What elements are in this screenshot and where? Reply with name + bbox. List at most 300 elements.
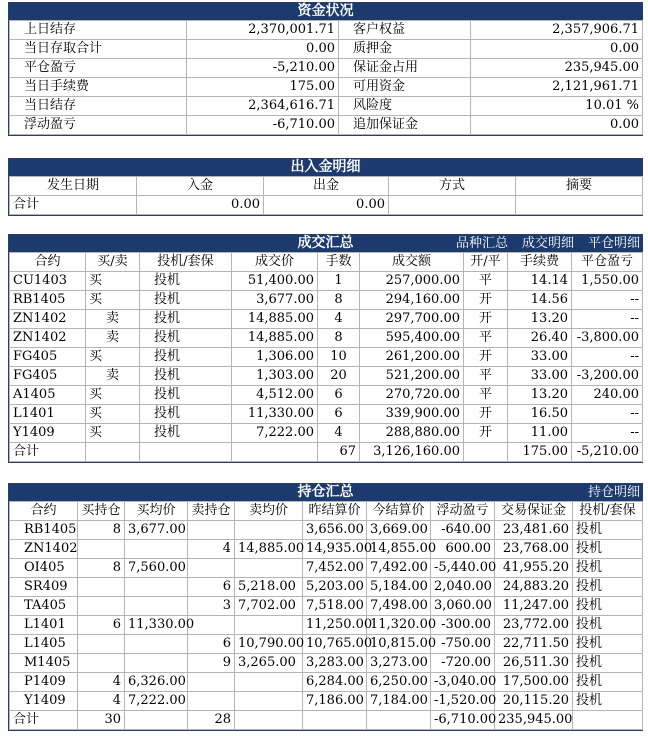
- trades-cell: 开: [464, 405, 508, 424]
- positions-cell: 23,768.00: [495, 540, 573, 559]
- trades-cell: 投机: [140, 272, 232, 291]
- funds-row: [10, 97, 643, 116]
- funds-value: 2,357,906.71: [471, 21, 643, 40]
- trades-cell: 257,000.00: [360, 272, 464, 291]
- positions-cell: 6: [188, 578, 235, 597]
- io-header-row: [10, 177, 643, 196]
- positions-cell: 11,330.00: [125, 616, 188, 635]
- funds-value: 2,364,616.71: [187, 97, 339, 116]
- trades-cell: 买: [86, 424, 140, 443]
- trades-header-cell: 合约: [10, 253, 86, 272]
- positions-cell: 4: [188, 540, 235, 559]
- positions-cell: -3,040.00: [431, 673, 495, 692]
- funds-label: 平仓盈亏: [10, 59, 187, 78]
- positions-cell: 7,222.00: [125, 692, 188, 711]
- trades-cell: 3,677.00: [232, 291, 318, 310]
- trades-cell: -3,800.00: [572, 329, 643, 348]
- trades-cell: 51,400.00: [232, 272, 318, 291]
- positions-cell: 7,492.00: [367, 559, 431, 578]
- table-row: [10, 367, 643, 386]
- io-title: 出入金明细: [9, 159, 642, 176]
- trades-cell: 买: [86, 348, 140, 367]
- trades-cell: CU1403: [10, 272, 86, 291]
- positions-cell: 9: [188, 654, 235, 673]
- positions-cell: [235, 616, 303, 635]
- funds-value: -5,210.00: [187, 59, 339, 78]
- positions-total-cell: 合计: [10, 711, 78, 730]
- trades-cell: 卖: [86, 310, 140, 329]
- trades-cell: 卖: [86, 329, 140, 348]
- positions-cell: [188, 692, 235, 711]
- positions-header-row: [10, 502, 643, 521]
- trades-cell: --: [572, 291, 643, 310]
- positions-cell: 23,481.60: [495, 521, 573, 540]
- positions-total-cell: 235,945.00: [495, 711, 573, 730]
- positions-cell: [188, 616, 235, 635]
- positions-cell: [78, 540, 125, 559]
- funds-table: [9, 20, 643, 135]
- io-header-cell: 摘要: [516, 177, 643, 196]
- funds-label: 质押金: [339, 40, 471, 59]
- trades-cell: 买: [86, 386, 140, 405]
- positions-cell: 投机: [573, 521, 643, 540]
- positions-cell: [188, 521, 235, 540]
- positions-cell: -720.00: [431, 654, 495, 673]
- funds-row: [10, 40, 643, 59]
- funds-label: 当日结存: [10, 97, 187, 116]
- table-row: [10, 654, 643, 673]
- trades-cell: 16.50: [508, 405, 572, 424]
- table-row: [10, 291, 643, 310]
- trades-cell: A1405: [10, 386, 86, 405]
- positions-cell: 10,765.00: [303, 635, 367, 654]
- positions-header-cell: 卖均价: [235, 502, 303, 521]
- trades-cell: 294,160.00: [360, 291, 464, 310]
- positions-cell: 7,498.00: [367, 597, 431, 616]
- trades-cell: 6: [318, 405, 360, 424]
- positions-section: [8, 483, 643, 731]
- positions-cell: 6,326.00: [125, 673, 188, 692]
- trades-cell: 13.20: [508, 310, 572, 329]
- positions-cell: 14,855.00: [367, 540, 431, 559]
- trades-cell: 投机: [140, 367, 232, 386]
- table-row: [10, 386, 643, 405]
- table-row: [10, 521, 643, 540]
- trades-total-row: [10, 443, 643, 462]
- positions-cell: 11,320.00: [367, 616, 431, 635]
- positions-cell: TA405: [10, 597, 78, 616]
- funds-label: 上日结存: [10, 21, 187, 40]
- trades-cell: 297,700.00: [360, 310, 464, 329]
- trades-cell: 261,200.00: [360, 348, 464, 367]
- positions-cell: 26,511.30: [495, 654, 573, 673]
- positions-header-cell: 浮动盈亏: [431, 502, 495, 521]
- trades-link-1[interactable]: 成交明细: [521, 236, 574, 251]
- positions-cell: -750.00: [431, 635, 495, 654]
- funds-label: 浮动盈亏: [10, 116, 187, 135]
- positions-cell: ZN1402: [10, 540, 78, 559]
- io-header-cell: 发生日期: [10, 177, 137, 196]
- trades-total-cell: [140, 443, 232, 462]
- io-total-row: [10, 196, 643, 215]
- positions-total-cell: [367, 711, 431, 730]
- funds-value: 2,121,961.71: [471, 78, 643, 97]
- positions-cell: [235, 559, 303, 578]
- table-row: [10, 673, 643, 692]
- trades-cell: 开: [464, 291, 508, 310]
- funds-value: 2,370,001.71: [187, 21, 339, 40]
- positions-cell: M1405: [10, 654, 78, 673]
- positions-total-cell: 30: [78, 711, 125, 730]
- positions-header-cell: 卖持仓: [188, 502, 235, 521]
- table-row: [10, 635, 643, 654]
- io-header-cell: 入金: [137, 177, 264, 196]
- positions-title-bar: [9, 484, 642, 501]
- trades-cell: ZN1402: [10, 310, 86, 329]
- funds-value: -6,710.00: [187, 116, 339, 135]
- positions-cell: [78, 597, 125, 616]
- trades-cell: 33.00: [508, 367, 572, 386]
- positions-cell: [188, 559, 235, 578]
- trades-cell: 20: [318, 367, 360, 386]
- trades-cell: 投机: [140, 329, 232, 348]
- positions-cell: 7,184.00: [367, 692, 431, 711]
- positions-cell: 6: [78, 616, 125, 635]
- positions-cell: [235, 673, 303, 692]
- positions-cell: [78, 635, 125, 654]
- funds-section: [8, 2, 643, 136]
- positions-cell: [125, 597, 188, 616]
- positions-cell: 4: [78, 673, 125, 692]
- table-row: [10, 692, 643, 711]
- trades-cell: 6: [318, 386, 360, 405]
- funds-label: 可用资金: [339, 78, 471, 97]
- positions-cell: -300.00: [431, 616, 495, 635]
- trades-cell: 240.00: [572, 386, 643, 405]
- trades-header-cell: 投机/套保: [140, 253, 232, 272]
- positions-cell: 3: [188, 597, 235, 616]
- positions-cell: -5,440.00: [431, 559, 495, 578]
- io-header-cell: 方式: [389, 177, 516, 196]
- positions-header-cell: 昨结算价: [303, 502, 367, 521]
- trades-title: 成交汇总: [297, 235, 354, 251]
- positions-header-cell: 买持仓: [78, 502, 125, 521]
- trades-cell: 4,512.00: [232, 386, 318, 405]
- positions-cell: P1409: [10, 673, 78, 692]
- trades-header-cell: 成交价: [232, 253, 318, 272]
- trades-header-cell: 成交额: [360, 253, 464, 272]
- trades-cell: 595,400.00: [360, 329, 464, 348]
- positions-cell: SR409: [10, 578, 78, 597]
- trades-cell: --: [572, 348, 643, 367]
- trades-cell: 投机: [140, 386, 232, 405]
- trades-total-cell: 3,126,160.00: [360, 443, 464, 462]
- trades-cell: 8: [318, 291, 360, 310]
- positions-cell: [78, 578, 125, 597]
- positions-cell: [78, 654, 125, 673]
- positions-cell: 22,711.50: [495, 635, 573, 654]
- trades-cell: 买: [86, 272, 140, 291]
- positions-cell: 3,060.00: [431, 597, 495, 616]
- trades-cell: 投机: [140, 405, 232, 424]
- positions-cell: 7,702.00: [235, 597, 303, 616]
- trades-header-cell: 手续费: [508, 253, 572, 272]
- positions-cell: 24,883.20: [495, 578, 573, 597]
- positions-cell: [125, 635, 188, 654]
- positions-cell: 6,250.00: [367, 673, 431, 692]
- positions-cell: 7,518.00: [303, 597, 367, 616]
- trades-cell: 288,880.00: [360, 424, 464, 443]
- trades-cell: FG405: [10, 367, 86, 386]
- positions-cell: [125, 654, 188, 673]
- positions-cell: L1405: [10, 635, 78, 654]
- table-row: [10, 578, 643, 597]
- funds-value: 175.00: [187, 78, 339, 97]
- trades-section: [8, 234, 643, 463]
- trades-links: [442, 235, 640, 252]
- positions-cell: 投机: [573, 597, 643, 616]
- trades-cell: 7,222.00: [232, 424, 318, 443]
- funds-label: 保证金占用: [339, 59, 471, 78]
- funds-value: 0.00: [471, 40, 643, 59]
- table-row: [10, 329, 643, 348]
- positions-link-0[interactable]: 持仓明细: [587, 485, 640, 500]
- table-row: [10, 616, 643, 635]
- trades-title-bar: [9, 235, 642, 252]
- trades-total-cell: 175.00: [508, 443, 572, 462]
- positions-cell: 20,115.20: [495, 692, 573, 711]
- positions-cell: 4: [78, 692, 125, 711]
- positions-cell: 10,815.00: [367, 635, 431, 654]
- trades-cell: 开: [464, 348, 508, 367]
- trades-cell: 11,330.00: [232, 405, 318, 424]
- positions-cell: 6,284.00: [303, 673, 367, 692]
- funds-value: 0.00: [187, 40, 339, 59]
- positions-cell: [125, 540, 188, 559]
- positions-cell: 14,885.00: [235, 540, 303, 559]
- trades-cell: 339,900.00: [360, 405, 464, 424]
- trades-total-cell: 67: [318, 443, 360, 462]
- trades-total-cell: [232, 443, 318, 462]
- io-total-cell: [389, 196, 516, 215]
- trades-table: [9, 252, 643, 462]
- trades-header-row: [10, 253, 643, 272]
- trades-cell: 14.14: [508, 272, 572, 291]
- trades-cell: 1: [318, 272, 360, 291]
- funds-label: 风险度: [339, 97, 471, 116]
- table-row: [10, 559, 643, 578]
- positions-cell: 投机: [573, 692, 643, 711]
- positions-cell: 3,669.00: [367, 521, 431, 540]
- trades-cell: FG405: [10, 348, 86, 367]
- trades-header-cell: 开/平: [464, 253, 508, 272]
- positions-header-cell: 买均价: [125, 502, 188, 521]
- positions-cell: 3,273.00: [367, 654, 431, 673]
- trades-cell: 1,303.00: [232, 367, 318, 386]
- io-total-cell: [516, 196, 643, 215]
- trades-link-0[interactable]: 品种汇总: [455, 236, 508, 251]
- trades-cell: L1401: [10, 405, 86, 424]
- table-row: [10, 424, 643, 443]
- table-row: [10, 310, 643, 329]
- positions-cell: 3,265.00: [235, 654, 303, 673]
- trades-cell: 买: [86, 405, 140, 424]
- positions-total-cell: -6,710.00: [431, 711, 495, 730]
- positions-cell: 14,935.00: [303, 540, 367, 559]
- trades-cell: 卖: [86, 367, 140, 386]
- trades-cell: 14,885.00: [232, 329, 318, 348]
- positions-links: [574, 484, 640, 501]
- positions-header-cell: 投机/套保: [573, 502, 643, 521]
- trades-cell: 4: [318, 310, 360, 329]
- io-header-cell: 出金: [264, 177, 389, 196]
- positions-cell: Y1409: [10, 692, 78, 711]
- funds-row: [10, 78, 643, 97]
- trades-cell: RB1405: [10, 291, 86, 310]
- trades-cell: 13.20: [508, 386, 572, 405]
- positions-cell: 41,955.20: [495, 559, 573, 578]
- positions-cell: 11,250.00: [303, 616, 367, 635]
- funds-value: 10.01 %: [471, 97, 643, 116]
- positions-cell: [125, 578, 188, 597]
- trades-cell: 11.00: [508, 424, 572, 443]
- trades-cell: Y1409: [10, 424, 86, 443]
- positions-cell: [235, 692, 303, 711]
- positions-cell: -1,520.00: [431, 692, 495, 711]
- positions-cell: 投机: [573, 654, 643, 673]
- table-row: [10, 272, 643, 291]
- funds-value: 235,945.00: [471, 59, 643, 78]
- trades-cell: --: [572, 424, 643, 443]
- io-table: [9, 176, 643, 215]
- positions-table: [9, 501, 643, 730]
- table-row: [10, 348, 643, 367]
- trades-header-cell: 买/卖: [86, 253, 140, 272]
- positions-cell: 投机: [573, 578, 643, 597]
- positions-cell: L1401: [10, 616, 78, 635]
- positions-cell: 600.00: [431, 540, 495, 559]
- funds-label: 当日存取合计: [10, 40, 187, 59]
- table-row: [10, 540, 643, 559]
- positions-cell: 23,772.00: [495, 616, 573, 635]
- positions-cell: 3,283.00: [303, 654, 367, 673]
- positions-cell: OI405: [10, 559, 78, 578]
- positions-cell: 7,452.00: [303, 559, 367, 578]
- trades-header-cell: 手数: [318, 253, 360, 272]
- trades-cell: 1,306.00: [232, 348, 318, 367]
- trades-cell: 14.56: [508, 291, 572, 310]
- trades-total-cell: -5,210.00: [572, 443, 643, 462]
- trades-cell: 10: [318, 348, 360, 367]
- positions-cell: 8: [78, 559, 125, 578]
- positions-cell: [188, 673, 235, 692]
- positions-total-cell: [235, 711, 303, 730]
- trades-cell: 开: [464, 310, 508, 329]
- funds-label: 当日手续费: [10, 78, 187, 97]
- positions-header-cell: 今结算价: [367, 502, 431, 521]
- trades-cell: 投机: [140, 424, 232, 443]
- positions-cell: 8: [78, 521, 125, 540]
- funds-label: 追加保证金: [339, 116, 471, 135]
- positions-cell: 投机: [573, 616, 643, 635]
- positions-cell: 投机: [573, 540, 643, 559]
- positions-cell: 5,203.00: [303, 578, 367, 597]
- positions-header-cell: 合约: [10, 502, 78, 521]
- positions-cell: 3,677.00: [125, 521, 188, 540]
- trades-cell: 270,720.00: [360, 386, 464, 405]
- trades-cell: -3,200.00: [572, 367, 643, 386]
- funds-row: [10, 21, 643, 40]
- positions-cell: 5,218.00: [235, 578, 303, 597]
- positions-header-cell: 交易保证金: [495, 502, 573, 521]
- positions-total-cell: [573, 711, 643, 730]
- io-total-cell: 合计: [10, 196, 137, 215]
- trades-cell: 521,200.00: [360, 367, 464, 386]
- io-total-cell: 0.00: [137, 196, 264, 215]
- funds-label: 客户权益: [339, 21, 471, 40]
- positions-cell: 2,040.00: [431, 578, 495, 597]
- positions-cell: 6: [188, 635, 235, 654]
- trades-total-cell: 合计: [10, 443, 86, 462]
- trades-cell: ZN1402: [10, 329, 86, 348]
- trades-cell: 平: [464, 386, 508, 405]
- trades-cell: 投机: [140, 348, 232, 367]
- positions-cell: [235, 521, 303, 540]
- trades-total-cell: [86, 443, 140, 462]
- trades-cell: --: [572, 310, 643, 329]
- positions-cell: -640.00: [431, 521, 495, 540]
- funds-title: 资金状况: [9, 3, 642, 20]
- positions-total-cell: [125, 711, 188, 730]
- trades-cell: 平: [464, 272, 508, 291]
- io-total-cell: 0.00: [264, 196, 389, 215]
- trades-cell: 平: [464, 329, 508, 348]
- positions-total-row: [10, 711, 643, 730]
- table-row: [10, 597, 643, 616]
- positions-total-cell: [303, 711, 367, 730]
- funds-row: [10, 59, 643, 78]
- positions-title: 持仓汇总: [297, 484, 354, 500]
- trades-header-cell: 平仓盈亏: [572, 253, 643, 272]
- trades-cell: 26.40: [508, 329, 572, 348]
- trades-cell: 1,550.00: [572, 272, 643, 291]
- positions-cell: 10,790.00: [235, 635, 303, 654]
- positions-cell: 11,247.00: [495, 597, 573, 616]
- positions-cell: 投机: [573, 635, 643, 654]
- trades-cell: 买: [86, 291, 140, 310]
- trades-cell: 开: [464, 424, 508, 443]
- trades-cell: --: [572, 405, 643, 424]
- funds-row: [10, 116, 643, 135]
- positions-cell: 17,500.00: [495, 673, 573, 692]
- trades-cell: 33.00: [508, 348, 572, 367]
- io-section: [8, 158, 643, 216]
- trades-total-cell: [464, 443, 508, 462]
- positions-cell: 7,186.00: [303, 692, 367, 711]
- trades-cell: 平: [464, 367, 508, 386]
- trades-link-2[interactable]: 平仓明细: [587, 236, 640, 251]
- funds-value: 0.00: [471, 116, 643, 135]
- trades-cell: 投机: [140, 310, 232, 329]
- table-row: [10, 405, 643, 424]
- trades-cell: 8: [318, 329, 360, 348]
- positions-total-cell: 28: [188, 711, 235, 730]
- positions-cell: 投机: [573, 673, 643, 692]
- positions-cell: 5,184.00: [367, 578, 431, 597]
- trades-cell: 投机: [140, 291, 232, 310]
- positions-cell: 7,560.00: [125, 559, 188, 578]
- trades-cell: 14,885.00: [232, 310, 318, 329]
